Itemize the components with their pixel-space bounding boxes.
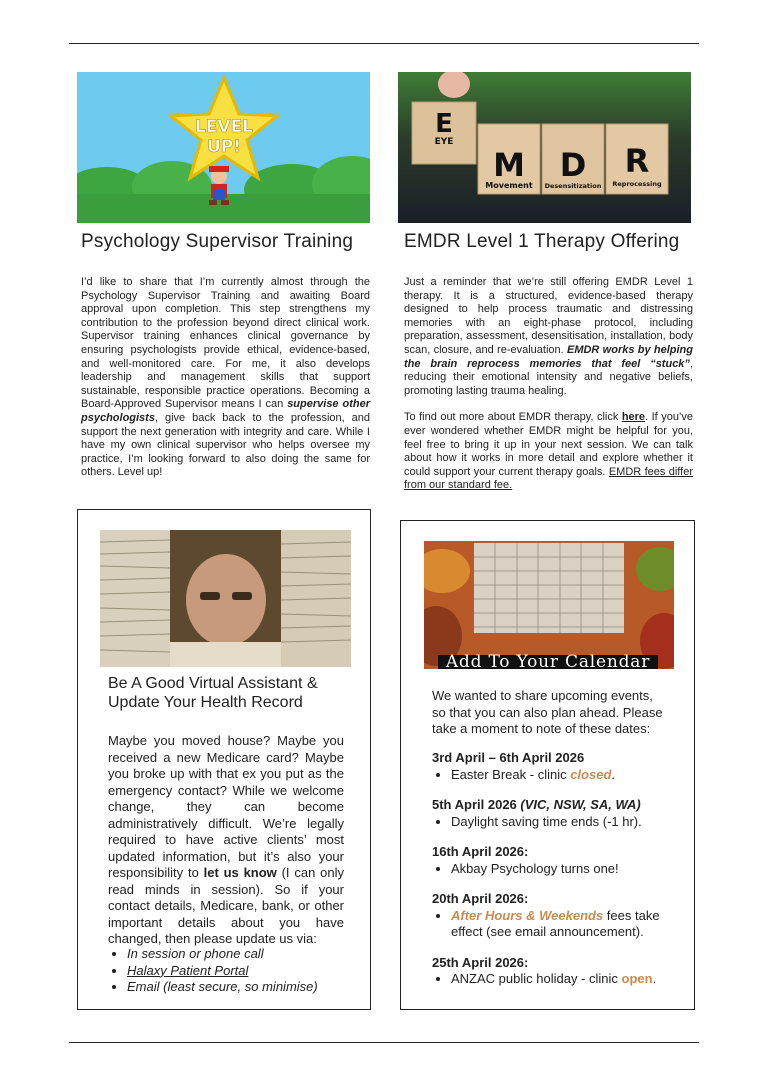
event-after-hours-fees [432, 891, 678, 941]
emdr-p1: Just a reminder that we’re still offering EMDR Level 1 therapy. It is a structured, evidence-based therapy designed to help process traumatic and distressing memories with an eight-phase protocol, including preparation, assessment, desensitisation, installation, body scan, closure, and re-evaluation. [404, 276, 693, 356]
supervisor-training-bold: supervise other psychologists [81, 398, 370, 424]
emdr-blocks-image [398, 72, 691, 223]
event-detail: • Easter Break - clinic closed. [451, 767, 678, 784]
event-easter [432, 750, 678, 783]
health-record-text [108, 733, 344, 948]
emdr-bold: EMDR works by helping the brain reprocess memories that feel “stuck” [404, 343, 693, 370]
top-divider [69, 43, 699, 44]
emdr-p2-mid: . If you’ve ever wondered whether EMDR might be helpful for you, feel free to bring it up in your next session. We can talk about how it works in more detail and explore whether it could support your current therapy goals. [404, 411, 693, 478]
emdr-fees-note: EMDR fees differ from our standard fee. [404, 465, 693, 492]
paperwork-photo [100, 530, 351, 667]
option-email: • Email (least secure, so minimise) [127, 979, 344, 996]
bottom-divider [69, 1042, 699, 1043]
block-letter-r: R [624, 142, 650, 180]
block-word-movement: Movement [485, 181, 533, 190]
event-daylight-saving [432, 797, 678, 830]
emdr-p2-start: To find out more about EMDR therapy, click [404, 411, 622, 424]
emdr-p1-end: , reducing their emotional intensity and negative beliefs, promoting lasting trauma healing. [404, 357, 693, 397]
event-detail: • ANZAC public holiday - clinic open. [451, 971, 678, 988]
event-date: 5th April 2026 (VIC, NSW, SA, WA) [432, 797, 641, 812]
event-date: 16th April 2026: [432, 844, 529, 859]
health-record-title: Be A Good Virtual Assistant & Update Your Health Record [108, 675, 318, 711]
star-text-1: LEVEL [194, 117, 254, 137]
emdr-here-link[interactable]: here [621, 411, 646, 424]
star-text-2: UP! [206, 137, 242, 157]
supervisor-training-p1: I’d like to share that I’m currently almost through the Psychology Supervisor Training and awaiting Board approval upon completion. This step strengthens my contribution to the profession beyond direct clinical work. Supervisor training enhances clinical governance by ensuring psychologists provide ethical, evidence-based, and well-monitored care. For me, it also develops leadership and management skills that support sustainable, responsible practice operations. Becoming a Board-Approved Supervisor means I can [81, 276, 370, 411]
calendar-photo [424, 541, 674, 669]
event-anniversary [432, 844, 678, 877]
block-letter-d: D [559, 146, 587, 184]
event-detail: • Akbay Psychology turns one! [451, 861, 678, 878]
health-record-p: Maybe you moved house? Maybe you received a new Medicare card? Maybe you broke up with that ex you put as the emergency contact? While we welcome change, they can become administratively difficult. We’re legally required to have active clients’ most updated information, but it’s also your responsibility to [108, 733, 344, 880]
block-word-eye: EYE [434, 137, 454, 147]
option-session: • In session or phone call [127, 946, 344, 963]
event-anzac [432, 955, 678, 988]
calendar-heading: Add To Your Calendar [445, 652, 651, 669]
update-options-list [108, 946, 344, 996]
block-word-desensitization: Desensitization [544, 182, 602, 190]
emdr-title: EMDR Level 1 Therapy Offering [404, 231, 680, 252]
event-date: 20th April 2026: [432, 891, 529, 906]
supervisor-training-text [81, 276, 370, 493]
supervisor-training-p1-end: , give back back to the profession, and support the next generation with integrity and care. While I have my own clinical supervisor who helps oversee my practice, I’m looking forward to also doing the same for others. Level up! [81, 411, 370, 479]
event-date: 25th April 2026: [432, 954, 529, 970]
option-halaxy-portal[interactable]: • Halaxy Patient Portal [127, 963, 344, 980]
level-up-image [77, 72, 370, 223]
block-letter-e: E [435, 109, 453, 139]
let-us-know: let us know [203, 865, 277, 880]
calendar-intro: We wanted to share upcoming events, so that you can also plan ahead. Please take a moment to note of these dates: [432, 688, 663, 736]
block-word-reprocessing: Reprocessing [612, 180, 662, 188]
supervisor-training-title: Psychology Supervisor Training [81, 231, 354, 252]
emdr-text [404, 276, 693, 506]
event-detail: • After Hours & Weekends fees take effect (see email announcement). [451, 908, 678, 941]
event-detail: • Daylight saving time ends (-1 hr). [451, 814, 678, 831]
health-record-p-end: (I can only read minds in session). So if your contact details, Medicare, bank, or other important details about you have changed, then please update us via: [108, 865, 344, 946]
block-letter-m: M [493, 146, 525, 184]
event-date: 3rd April – 6th April 2026 [432, 750, 585, 765]
events-list [432, 750, 678, 988]
